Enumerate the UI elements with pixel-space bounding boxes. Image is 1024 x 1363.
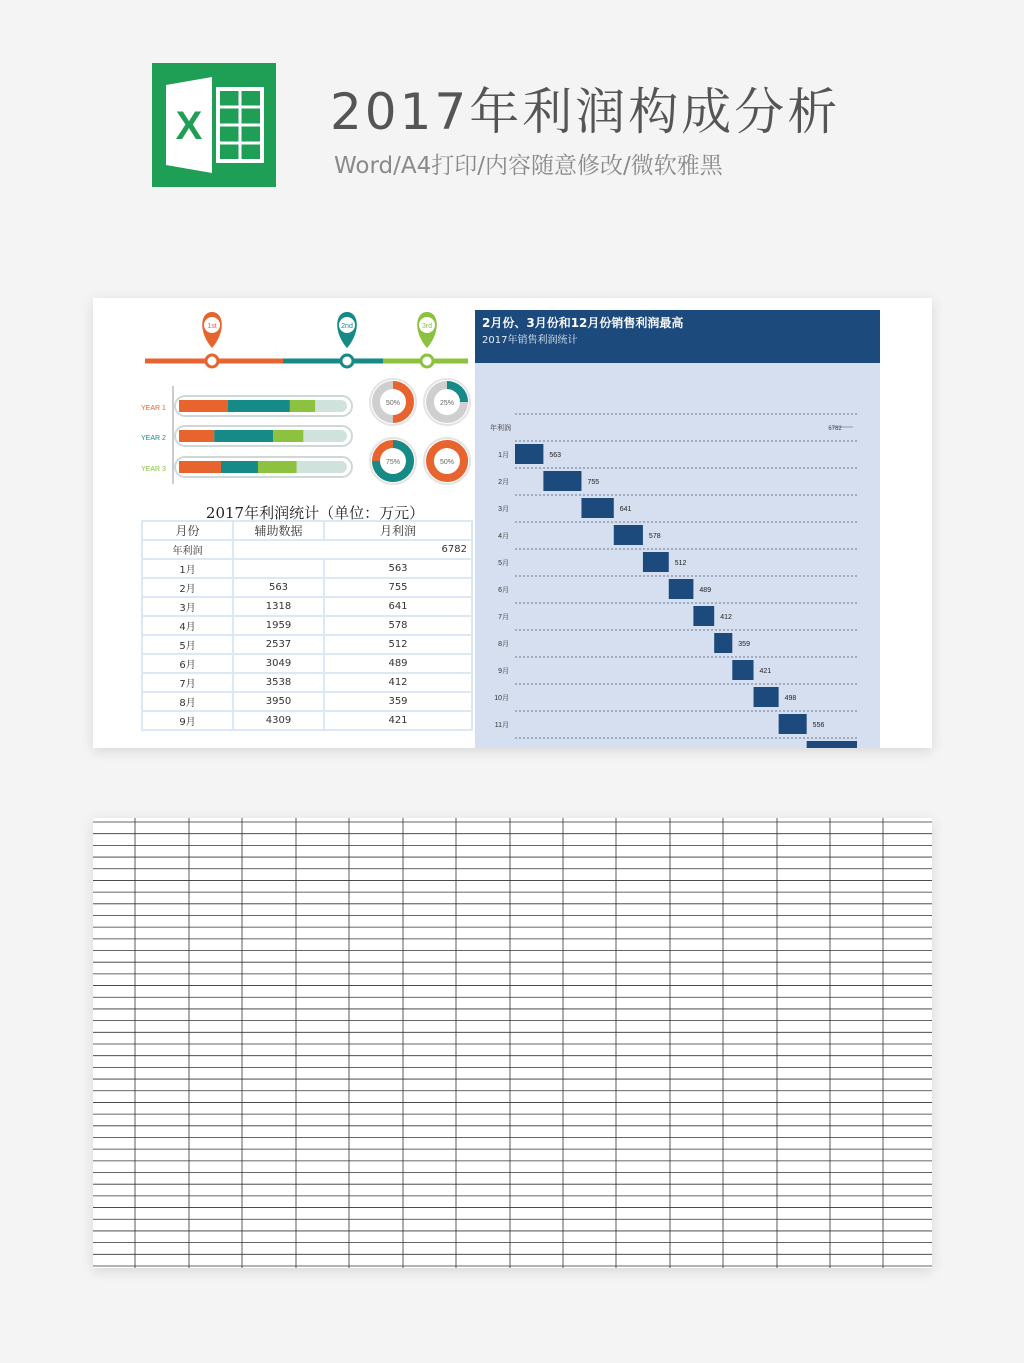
table-cell-month: 9月 <box>142 711 233 730</box>
bar-segment <box>273 430 303 442</box>
table-cell-profit: 412 <box>324 673 472 692</box>
page-title: 2017年利润构成分析 <box>330 83 841 141</box>
bar <box>754 687 779 707</box>
table-cell-month: 5月 <box>142 635 233 654</box>
chart-headline: 2月份、3月份和12月份销售利润最高 <box>482 316 684 330</box>
timeline-node <box>341 355 353 367</box>
data-label: 498 <box>784 695 797 702</box>
table-cell-aux: 2537 <box>233 635 324 654</box>
bar-segment <box>179 461 221 473</box>
table-row <box>142 616 472 635</box>
tick-label: 年利润 <box>490 425 511 432</box>
table-cell-aux: 4309 <box>233 711 324 730</box>
bar <box>581 498 613 518</box>
table-cell-month: 7月 <box>142 673 233 692</box>
data-label: 641 <box>619 506 632 513</box>
tick-label: 4月 <box>498 533 509 540</box>
data-label: 489 <box>699 587 712 594</box>
table-cell-aux: 1959 <box>233 616 324 635</box>
timeline-node <box>421 355 433 367</box>
column-header: 月利润 <box>324 521 472 540</box>
table-cell-profit: 641 <box>324 597 472 616</box>
tick-label: 10月 <box>494 695 509 702</box>
blank-spreadsheet-grid <box>93 818 932 1268</box>
table-row <box>142 673 472 692</box>
data-label: 412 <box>720 614 732 621</box>
tick-label: 6月 <box>498 587 509 594</box>
table-cell-profit: 755 <box>324 578 472 597</box>
table-row <box>142 578 472 597</box>
table-cell-profit: 489 <box>324 654 472 673</box>
table-cell-month: 6月 <box>142 654 233 673</box>
table-row <box>142 711 472 730</box>
chart-panel <box>475 310 880 748</box>
table-cell-month: 1月 <box>142 559 233 578</box>
tick-label: 1月 <box>498 452 509 459</box>
bar-segment <box>290 400 315 412</box>
total-value: 6782 <box>233 540 472 559</box>
bar <box>515 444 543 464</box>
bar-segment <box>179 430 214 442</box>
tick-label: 3月 <box>498 506 509 513</box>
bar-segment <box>214 430 273 442</box>
bar-segment <box>179 400 228 412</box>
tick-label: 2月 <box>498 479 509 486</box>
data-label: 563 <box>549 452 562 459</box>
table-cell-aux: 3950 <box>233 692 324 711</box>
bar-segment <box>228 400 290 412</box>
tick-label: 11月 <box>494 722 509 729</box>
donut-label: 50% <box>385 400 401 407</box>
bar <box>693 606 714 626</box>
pin-label: 3rd <box>421 323 433 330</box>
bar <box>614 525 643 545</box>
bar <box>643 552 669 572</box>
bar <box>779 714 807 734</box>
data-label: 556 <box>812 722 825 729</box>
table-cell-month: 3月 <box>142 597 233 616</box>
tick-label: 5月 <box>498 560 509 567</box>
timeline-node <box>206 355 218 367</box>
bar <box>669 579 694 599</box>
donut-label: 75% <box>385 459 401 466</box>
bar-partial <box>807 741 857 748</box>
table-cell-aux: 1318 <box>233 597 324 616</box>
waterfall-chart <box>475 310 880 748</box>
table-cell-profit: 563 <box>324 559 472 578</box>
column-header: 月份 <box>142 521 233 540</box>
table-cell-aux <box>233 559 324 578</box>
pin-label: 1st <box>207 323 217 330</box>
table-title: 2017年利润统计（单位：万元） <box>205 504 425 522</box>
table-row-total <box>142 540 472 559</box>
year-label: YEAR 2 <box>141 435 166 442</box>
pin-label: 2nd <box>341 323 353 330</box>
table-cell-aux: 563 <box>233 578 324 597</box>
table-cell-profit: 359 <box>324 692 472 711</box>
table-cell-profit: 512 <box>324 635 472 654</box>
data-label: 359 <box>738 641 750 648</box>
table-cell-month: 2月 <box>142 578 233 597</box>
bar-segment <box>258 461 297 473</box>
data-label: 578 <box>648 533 661 540</box>
table-row <box>142 635 472 654</box>
table-cell-profit: 421 <box>324 711 472 730</box>
table-cell-aux: 3538 <box>233 673 324 692</box>
year-label: YEAR 1 <box>141 405 166 412</box>
total-label: 年利润 <box>142 540 233 559</box>
year-label: YEAR 3 <box>141 466 166 473</box>
table-row <box>142 559 472 578</box>
donut-label: 50% <box>439 459 455 466</box>
data-label: 755 <box>587 479 600 486</box>
data-label: 421 <box>759 668 772 675</box>
table-cell-month: 8月 <box>142 692 233 711</box>
bar <box>732 660 753 680</box>
table-cell-profit: 578 <box>324 616 472 635</box>
tick-label: 9月 <box>498 668 509 675</box>
table-row <box>142 597 472 616</box>
data-label: 6782 <box>828 426 842 432</box>
table-row <box>142 654 472 673</box>
sheet-preview <box>93 298 932 748</box>
tick-label: 8月 <box>498 641 509 648</box>
table-row <box>142 692 472 711</box>
svg-text:X: X <box>175 104 203 148</box>
table-cell-aux: 3049 <box>233 654 324 673</box>
donut-label: 25% <box>439 400 455 407</box>
data-label: 512 <box>674 560 687 567</box>
chart-header <box>475 310 880 363</box>
bar <box>543 471 581 491</box>
page-subtitle: Word/A4打印/内容随意修改/微软雅黑 <box>334 153 723 179</box>
bar <box>714 633 732 653</box>
bar-segment <box>221 461 258 473</box>
chart-subtitle: 2017年销售利润统计 <box>482 335 578 346</box>
tick-label: 7月 <box>498 614 509 621</box>
grid-lines <box>93 818 932 1268</box>
table-cell-month: 4月 <box>142 616 233 635</box>
column-header: 辅助数据 <box>233 521 324 540</box>
profit-table <box>141 520 473 731</box>
excel-logo-icon <box>152 63 276 187</box>
